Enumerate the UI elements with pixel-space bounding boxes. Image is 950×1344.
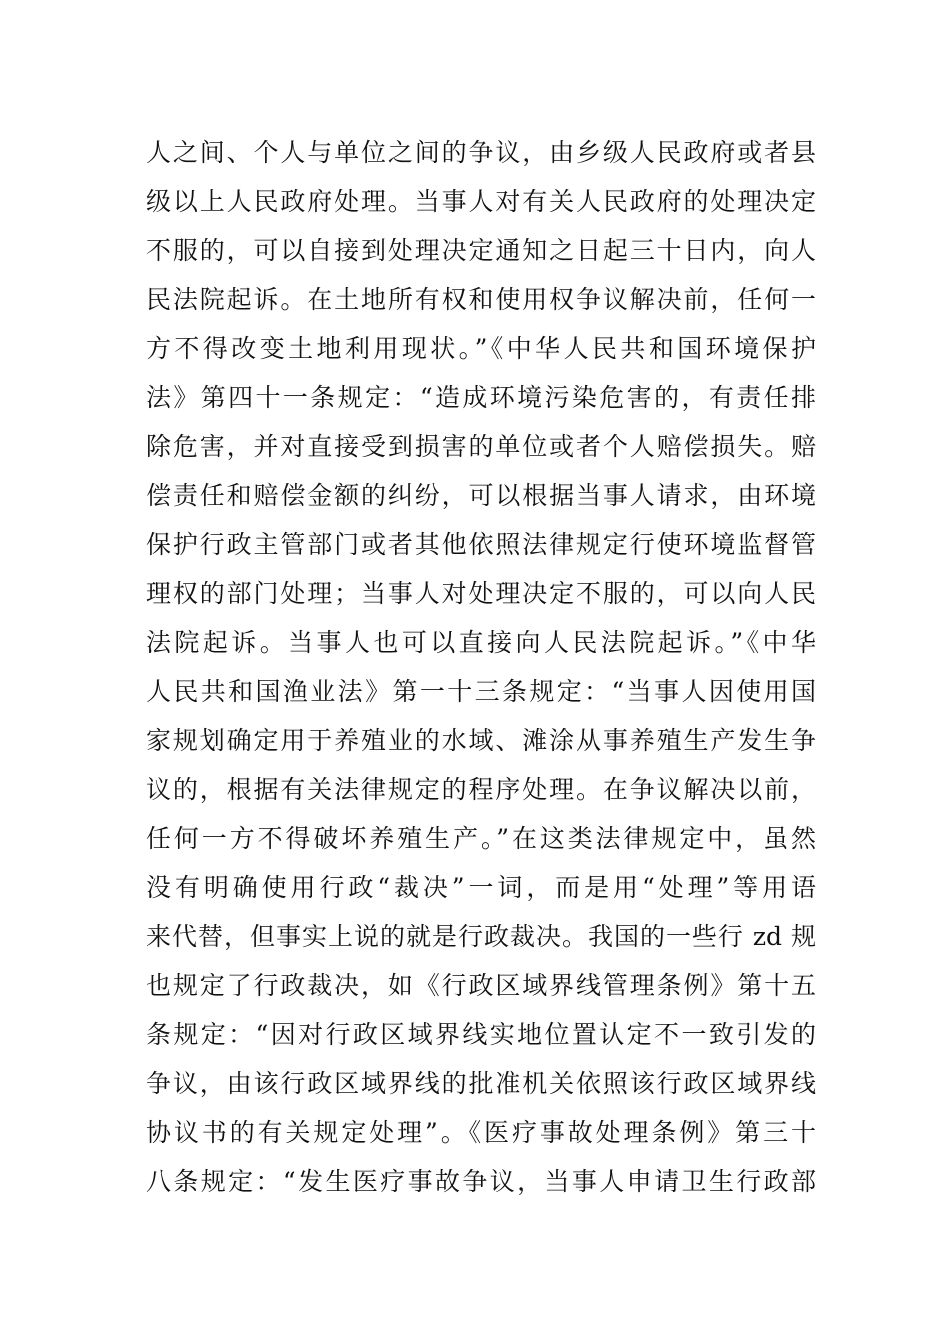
text-line: 方不得改变土地利用现状。”《中华人民共和国环境保护 (146, 334, 816, 363)
text-line: 理权的部门处理；当事人对处理决定不服的，可以向人民 (146, 579, 816, 608)
text-line: 保护行政主管部门或者其他依照法律规定行使环境监督管 (146, 530, 816, 559)
text-line: 也规定了行政裁决，如《行政区域界线管理条例》第十五 (146, 971, 816, 1000)
text-line: 任何一方不得破坏养殖生产。”在这类法律规定中，虽然 (146, 824, 816, 853)
text-line: 家规划确定用于养殖业的水域、滩涂从事养殖生产发生争 (146, 726, 816, 755)
text-line: 法》第四十一条规定：“造成环境污染危害的，有责任排 (146, 383, 816, 412)
text-line: 不服的，可以自接到处理决定通知之日起三十日内，向人 (146, 236, 816, 265)
text-line: 民法院起诉。在土地所有权和使用权争议解决前，任何一 (146, 285, 816, 314)
text-line: 八条规定：“发生医疗事故争议，当事人申请卫生行政部 (146, 1167, 816, 1196)
text-line: 级以上人民政府处理。当事人对有关人民政府的处理决定 (146, 187, 816, 216)
text-line: 协议书的有关规定处理”。《医疗事故处理条例》第三十 (146, 1118, 816, 1147)
text-line: 没有明确使用行政“裁决”一词，而是用“处理”等用语 (146, 873, 816, 902)
text-line: 条规定：“因对行政区域界线实地位置认定不一致引发的 (146, 1020, 816, 1049)
text-line: 议的，根据有关法律规定的程序处理。在争议解决以前， (146, 775, 816, 804)
text-line: 偿责任和赔偿金额的纠纷，可以根据当事人请求，由环境 (146, 481, 816, 510)
text-line: 法院起诉。当事人也可以直接向人民法院起诉。”《中华 (146, 628, 816, 657)
body-text (146, 128, 816, 1206)
text-line: 来代替，但事实上说的就是行政裁决。我国的一些行 zd 规 (146, 922, 816, 951)
text-line: 人之间、个人与单位之间的争议，由乡级人民政府或者县 (146, 138, 816, 167)
text-line: 人民共和国渔业法》第一十三条规定：“当事人因使用国 (146, 677, 816, 706)
text-line: 除危害，并对直接受到损害的单位或者个人赔偿损失。赔 (146, 432, 816, 461)
text-line: 争议，由该行政区域界线的批准机关依照该行政区域界线 (146, 1069, 816, 1098)
